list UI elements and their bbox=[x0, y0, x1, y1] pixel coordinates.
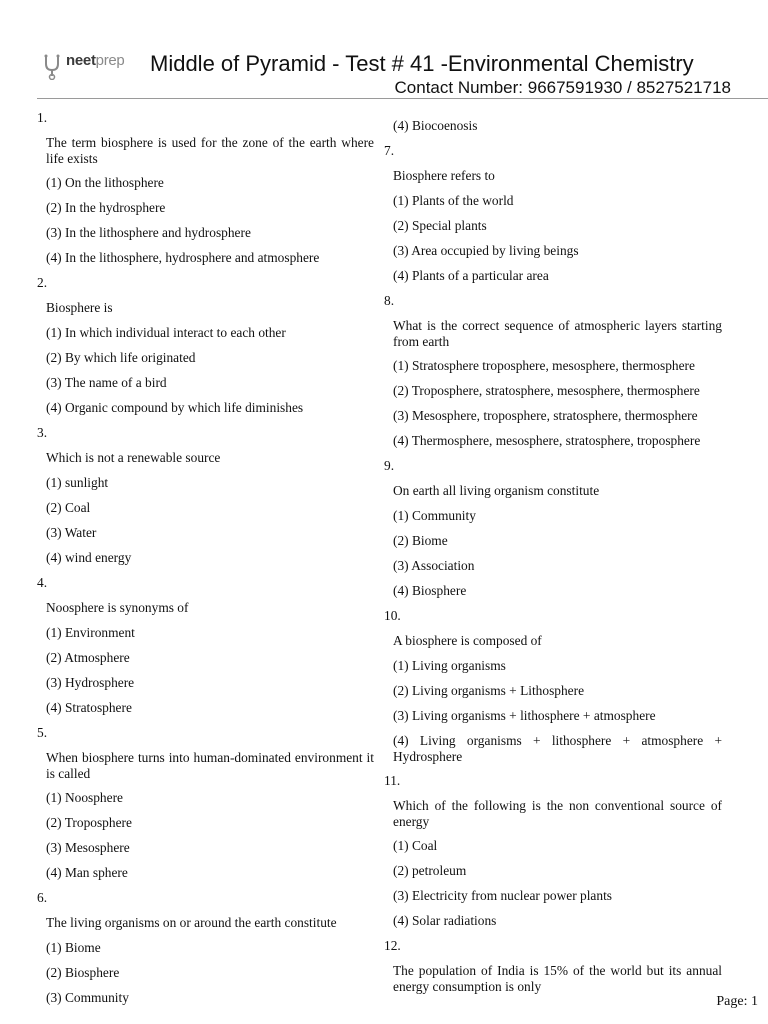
question-11 bbox=[384, 773, 722, 938]
question-number: 2. bbox=[37, 275, 48, 290]
option: (2) Troposphere, stratosphere, mesosphere, thermosphere bbox=[393, 383, 700, 398]
option: (4) Biosphere bbox=[393, 583, 467, 598]
question-number: 7. bbox=[384, 143, 395, 158]
option: (1) Biome bbox=[46, 940, 101, 955]
question-number: 6. bbox=[37, 890, 48, 905]
question-text: The term biosphere is used for the zone of the earth where life exists bbox=[46, 135, 374, 166]
logo-accent-text: prep bbox=[95, 52, 125, 69]
question-number: 10. bbox=[384, 608, 401, 623]
header-divider bbox=[37, 98, 768, 99]
option: (3) Living organisms + lithosphere + atmosphere bbox=[393, 708, 656, 723]
page-title: Middle of Pyramid - Test # 41 -Environmental Chemistry bbox=[150, 51, 694, 76]
question-7 bbox=[384, 143, 722, 293]
question-12 bbox=[384, 938, 722, 1003]
question-5 bbox=[37, 725, 374, 890]
option: (2) Living organisms + Lithosphere bbox=[393, 683, 585, 698]
option: (4) Thermosphere, mesosphere, stratosphere, troposphere bbox=[393, 433, 701, 448]
question-text: A biosphere is composed of bbox=[393, 633, 542, 648]
logo-main-text: neet bbox=[66, 52, 96, 69]
option: (2) By which life originated bbox=[46, 350, 196, 365]
option: (3) Mesosphere bbox=[46, 840, 130, 855]
option: (2) Special plants bbox=[393, 218, 487, 233]
page-number: Page: 1 bbox=[716, 994, 758, 1009]
option: (3) The name of a bird bbox=[46, 375, 167, 390]
question-6 bbox=[37, 890, 374, 1015]
question-text: Which is not a renewable source bbox=[46, 450, 221, 465]
question-number: 4. bbox=[37, 575, 48, 590]
option: (4) Man sphere bbox=[46, 865, 128, 880]
option: (4) Biocoenosis bbox=[393, 118, 478, 133]
question-8 bbox=[384, 293, 722, 458]
option: (1) Plants of the world bbox=[393, 193, 514, 208]
option: (3) Hydrosphere bbox=[46, 675, 135, 690]
option: (1) Coal bbox=[393, 838, 438, 853]
option: (1) Environment bbox=[46, 625, 135, 640]
contact-number: Contact Number: 9667591930 / 8527521718 bbox=[394, 78, 731, 97]
option: (2) Biome bbox=[393, 533, 448, 548]
option: (3) Area occupied by living beings bbox=[393, 243, 579, 258]
option: (2) In the hydrosphere bbox=[46, 200, 166, 215]
question-text: Biosphere refers to bbox=[393, 168, 495, 183]
question-2 bbox=[37, 275, 374, 425]
question-number: 8. bbox=[384, 293, 395, 308]
stethoscope-icon bbox=[42, 54, 66, 80]
option: (4) Living organisms + lithosphere + atmosphere + Hydrosphere bbox=[393, 733, 722, 764]
question-3 bbox=[37, 425, 374, 575]
question-number: 1. bbox=[37, 110, 48, 125]
page-header bbox=[0, 0, 768, 100]
question-10 bbox=[384, 608, 722, 773]
neetprep-logo bbox=[42, 52, 142, 80]
option: (4) Plants of a particular area bbox=[393, 268, 549, 283]
option: (4) Organic compound by which life diminishes bbox=[46, 400, 304, 415]
option: (1) On the lithosphere bbox=[46, 175, 164, 190]
question-text: The living organisms on or around the earth constitute bbox=[46, 915, 337, 930]
option: (2) petroleum bbox=[393, 863, 467, 878]
option: (4) Stratosphere bbox=[46, 700, 132, 715]
option: (2) Atmosphere bbox=[46, 650, 130, 665]
option: (4) wind energy bbox=[46, 550, 132, 565]
question-number: 9. bbox=[384, 458, 395, 473]
question-4 bbox=[37, 575, 374, 725]
question-text: When biosphere turns into human-dominated environment it is called bbox=[46, 750, 374, 781]
question-number: 3. bbox=[37, 425, 48, 440]
question-1 bbox=[37, 110, 374, 275]
option: (4) In the lithosphere, hydrosphere and atmosphere bbox=[46, 250, 320, 265]
question-9 bbox=[384, 458, 722, 608]
question-number: 11. bbox=[384, 773, 401, 788]
option: (1) Stratosphere troposphere, mesosphere, thermosphere bbox=[393, 358, 695, 373]
option: (3) In the lithosphere and hydrosphere bbox=[46, 225, 251, 240]
option: (3) Mesosphere, troposphere, stratosphere, thermosphere bbox=[393, 408, 698, 423]
option: (2) Troposphere bbox=[46, 815, 132, 830]
left-column bbox=[37, 110, 374, 1015]
option: (2) Biosphere bbox=[46, 965, 120, 980]
question-text: The population of India is 15% of the world but its annual energy consumption is only bbox=[393, 963, 722, 994]
option: (1) In which individual interact to each other bbox=[46, 325, 286, 340]
question-text: Which of the following is the non conventional source of energy bbox=[393, 798, 722, 829]
option: (1) Community bbox=[393, 508, 476, 523]
option: (3) Electricity from nuclear power plants bbox=[393, 888, 612, 903]
option: (4) Solar radiations bbox=[393, 913, 497, 928]
question-text: Noosphere is synonyms of bbox=[46, 600, 189, 615]
question-number: 12. bbox=[384, 938, 401, 953]
option: (3) Community bbox=[46, 990, 129, 1005]
option: (1) sunlight bbox=[46, 475, 109, 490]
question-text: What is the correct sequence of atmospheric layers starting from earth bbox=[393, 318, 722, 349]
question-text: Biosphere is bbox=[46, 300, 113, 315]
question-number: 5. bbox=[37, 725, 48, 740]
question-text: On earth all living organism constitute bbox=[393, 483, 600, 498]
option: (1) Living organisms bbox=[393, 658, 506, 673]
option: (2) Coal bbox=[46, 500, 91, 515]
option: (1) Noosphere bbox=[46, 790, 123, 805]
option: (3) Water bbox=[46, 525, 97, 540]
right-column bbox=[384, 118, 722, 1003]
option: (3) Association bbox=[393, 558, 475, 573]
